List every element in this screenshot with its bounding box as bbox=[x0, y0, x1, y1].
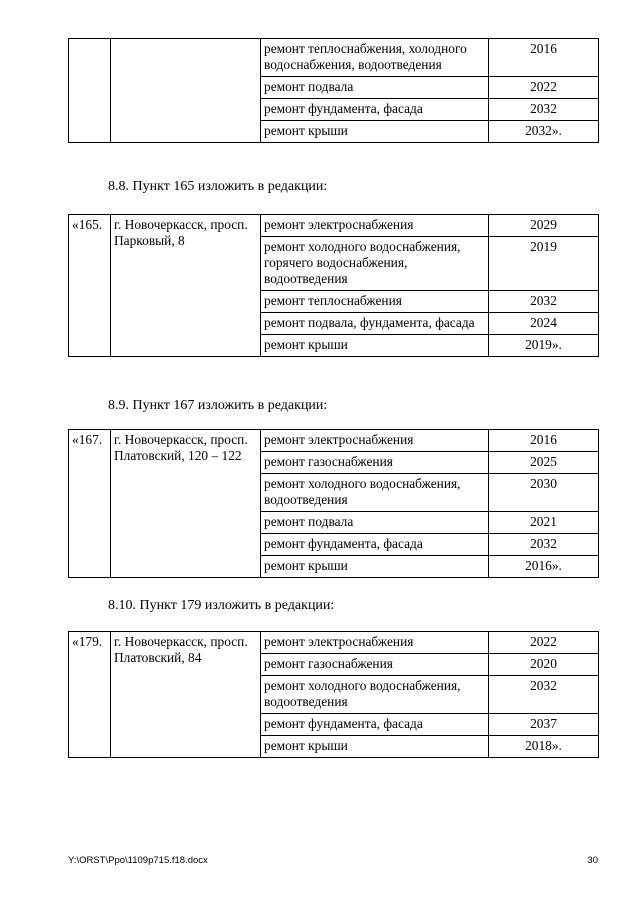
item-address bbox=[111, 39, 261, 143]
work-type: ремонт подвала bbox=[261, 77, 489, 99]
work-type: ремонт фундамента, фасада bbox=[261, 714, 489, 736]
work-year: 2032 bbox=[489, 534, 599, 556]
work-year: 2032». bbox=[489, 121, 599, 143]
work-type: ремонт фундамента, фасада bbox=[261, 99, 489, 121]
item-number: «179. bbox=[69, 632, 111, 758]
footer-file-path: Y:\ORST\Ppo\1109p715.f18.docx bbox=[68, 855, 208, 866]
item-number: «165. bbox=[69, 215, 111, 357]
work-year: 2037 bbox=[489, 714, 599, 736]
repair-table-165 bbox=[68, 214, 599, 357]
work-year: 2021 bbox=[489, 512, 599, 534]
work-type: ремонт электроснабжения bbox=[261, 632, 489, 654]
paragraph-8-10: 8.10. Пункт 179 изложить в редакции: bbox=[108, 598, 335, 613]
work-type: ремонт газоснабжения bbox=[261, 654, 489, 676]
work-type: ремонт крыши bbox=[261, 121, 489, 143]
work-year: 2016 bbox=[489, 430, 599, 452]
table-row bbox=[69, 632, 599, 654]
work-year: 2032 bbox=[489, 676, 599, 714]
work-year: 2032 bbox=[489, 99, 599, 121]
work-type: ремонт подвала bbox=[261, 512, 489, 534]
work-type: ремонт электроснабжения bbox=[261, 430, 489, 452]
work-year: 2020 bbox=[489, 654, 599, 676]
work-year: 2016 bbox=[489, 39, 599, 77]
work-year: 2022 bbox=[489, 77, 599, 99]
table-row bbox=[69, 39, 599, 77]
work-type: ремонт крыши bbox=[261, 556, 489, 578]
table-row bbox=[69, 430, 599, 452]
work-type: ремонт фундамента, фасада bbox=[261, 534, 489, 556]
work-type: ремонт теплоснабжения, холодного водоснабжения, водоотведения bbox=[261, 39, 489, 77]
item-address: г. Новочеркасск, просп. Платовский, 84 bbox=[111, 632, 261, 758]
work-year: 2018». bbox=[489, 736, 599, 758]
item-address: г. Новочеркасск, просп. Платовский, 120 – 122 bbox=[111, 430, 261, 578]
work-type: ремонт холодного водоснабжения, водоотведения bbox=[261, 474, 489, 512]
work-type: ремонт холодного водоснабжения, водоотведения bbox=[261, 676, 489, 714]
paragraph-8-8: 8.8. Пункт 165 изложить в редакции: bbox=[108, 179, 328, 194]
work-year: 2025 bbox=[489, 452, 599, 474]
work-type: ремонт электроснабжения bbox=[261, 215, 489, 237]
work-type: ремонт теплоснабжения bbox=[261, 291, 489, 313]
table-row bbox=[69, 215, 599, 237]
repair-table-179 bbox=[68, 631, 599, 758]
work-year: 2016». bbox=[489, 556, 599, 578]
work-type: ремонт крыши bbox=[261, 335, 489, 357]
work-year: 2032 bbox=[489, 291, 599, 313]
repair-table-167 bbox=[68, 429, 599, 578]
work-year: 2024 bbox=[489, 313, 599, 335]
work-year: 2019». bbox=[489, 335, 599, 357]
work-year: 2019 bbox=[489, 237, 599, 291]
work-type: ремонт холодного водоснабжения, горячего водоснабжения, водоотведения bbox=[261, 237, 489, 291]
work-year: 2029 bbox=[489, 215, 599, 237]
paragraph-8-9: 8.9. Пункт 167 изложить в редакции: bbox=[108, 398, 328, 413]
work-type: ремонт газоснабжения bbox=[261, 452, 489, 474]
work-type: ремонт подвала, фундамента, фасада bbox=[261, 313, 489, 335]
work-year: 2022 bbox=[489, 632, 599, 654]
work-year: 2030 bbox=[489, 474, 599, 512]
item-number: «167. bbox=[69, 430, 111, 578]
repair-table-continued bbox=[68, 38, 599, 143]
item-number bbox=[69, 39, 111, 143]
item-address: г. Новочеркасск, просп. Парковый, 8 bbox=[111, 215, 261, 357]
footer-page-number: 30 bbox=[587, 855, 598, 866]
work-type: ремонт крыши bbox=[261, 736, 489, 758]
